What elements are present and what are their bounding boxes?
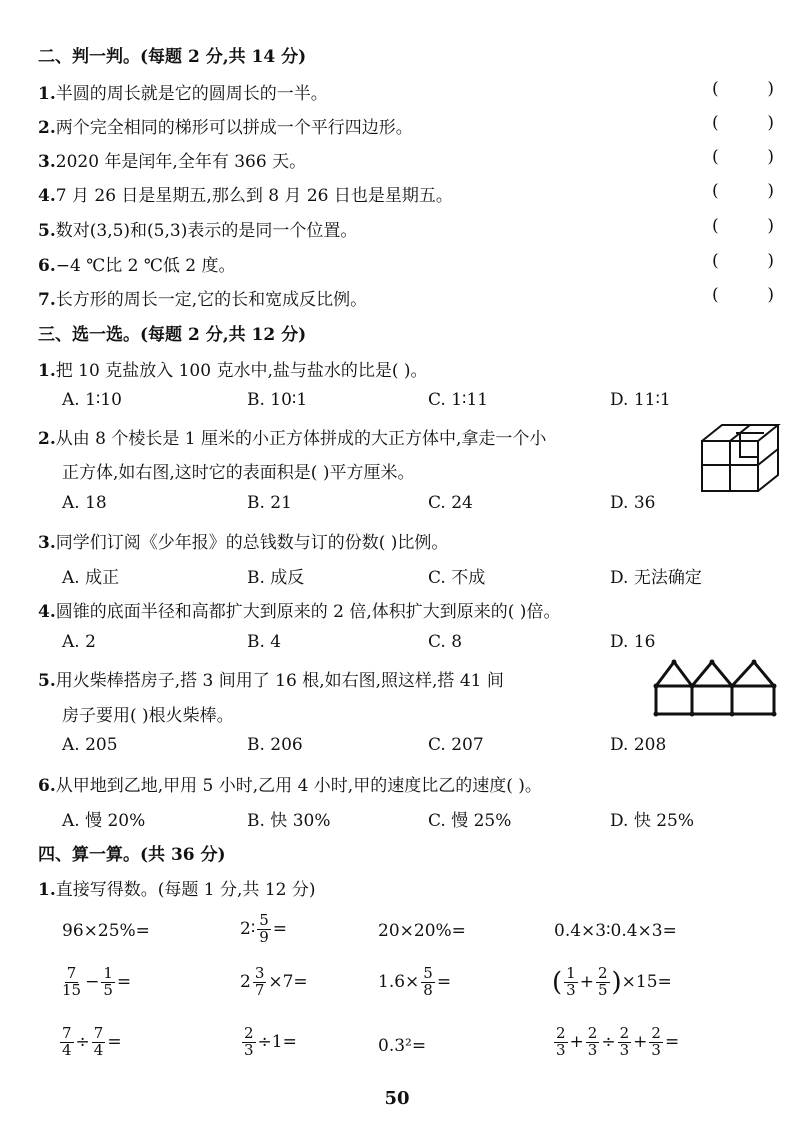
calc-r2-a: $\frac{7}{15}$ − $\frac{1}{5}$ =	[62, 964, 132, 999]
option-b[interactable]: B. 21	[247, 493, 292, 513]
page-number: 50	[384, 1088, 410, 1109]
option-a[interactable]: A. 1∶10	[62, 390, 122, 410]
answer-paren-3[interactable]: ( )	[712, 147, 774, 167]
judge-item-2: 2.两个完全相同的梯形可以拼成一个平行四边形。	[38, 118, 413, 138]
option-c[interactable]: C. 207	[428, 735, 484, 755]
calc-r3-a: $\frac{7}{4}$ ÷ $\frac{7}{4}$ =	[62, 1024, 122, 1059]
option-b[interactable]: B. 10∶1	[247, 390, 308, 410]
option-d[interactable]: D. 11∶1	[610, 390, 671, 410]
judge-item-7: 7.长方形的周长一定,它的长和宽成反比例。	[38, 290, 368, 310]
choose-q5-line1: 5.用火柴棒搭房子,搭 3 间用了 16 根,如右图,照这样,搭 41 间	[38, 671, 504, 691]
judge-item-3: 3.2020 年是闰年,全年有 366 天。	[38, 152, 307, 172]
choose-q6-options	[62, 806, 742, 830]
option-b[interactable]: B. 成反	[247, 568, 305, 588]
choose-q4: 4.圆锥的底面半径和高都扩大到原来的 2 倍,体积扩大到原来的( )倍。	[38, 602, 561, 622]
choose-q2-line2: 正方体,如右图,这时它的表面积是( )平方厘米。	[62, 463, 415, 483]
option-c[interactable]: C. 慢 25%	[428, 811, 512, 831]
answer-paren-1[interactable]: ( )	[712, 79, 774, 99]
judge-item-6: 6.−4 ℃比 2 ℃低 2 度。	[38, 256, 236, 276]
choose-q2-options	[62, 493, 742, 517]
answer-paren-5[interactable]: ( )	[712, 216, 774, 236]
item-text: 半圆的周长就是它的圆周长的一半。	[55, 84, 328, 104]
option-b[interactable]: B. 206	[247, 735, 303, 755]
option-a[interactable]: A. 慢 20%	[62, 811, 146, 831]
option-b[interactable]: B. 快 30%	[247, 811, 331, 831]
calc-sub-1: 1.直接写得数。(每题 1 分,共 12 分)	[38, 880, 316, 900]
answer-paren-6[interactable]: ( )	[712, 251, 774, 271]
section-judge-header: 二、判一判。(每题 2 分,共 14 分)	[38, 47, 307, 67]
choose-q3-options	[62, 563, 742, 587]
calc-r3-c: 0.3²=	[378, 1036, 427, 1056]
option-d[interactable]: D. 208	[610, 735, 667, 755]
option-a[interactable]: A. 18	[62, 493, 107, 513]
choose-q5-options	[62, 735, 742, 759]
calc-r1-c: 20×20%=	[378, 921, 466, 941]
choose-q6: 6.从甲地到乙地,甲用 5 小时,乙用 4 小时,甲的速度比乙的速度( )。	[38, 776, 542, 796]
choose-q1-options	[62, 390, 742, 414]
option-c[interactable]: C. 24	[428, 493, 473, 513]
option-d[interactable]: D. 36	[610, 493, 656, 513]
judge-item-1	[38, 79, 328, 104]
calc-r2-d: ( $\frac{1}{3}$ + $\frac{2}{5}$ )×15=	[552, 964, 672, 999]
option-c[interactable]: C. 1∶11	[428, 390, 489, 410]
option-a[interactable]: A. 205	[62, 735, 118, 755]
calc-r1-d: 0.4×3∶0.4×3=	[554, 921, 677, 941]
option-a[interactable]: A. 成正	[62, 568, 120, 588]
calc-r2-b: 2 $\frac{3}{7}$ ×7=	[240, 964, 308, 999]
matchstick-houses-figure	[650, 656, 784, 720]
option-c[interactable]: C. 不成	[428, 568, 486, 588]
calc-r1-a: 96×25%=	[62, 921, 150, 941]
option-d[interactable]: D. 16	[610, 632, 656, 652]
judge-item-5: 5.数对(3,5)和(5,3)表示的是同一个位置。	[38, 221, 358, 241]
section-calc-header: 四、算一算。(共 36 分)	[38, 845, 226, 865]
option-a[interactable]: A. 2	[62, 632, 96, 652]
calc-r3-b: $\frac{2}{3}$ ÷1=	[244, 1024, 297, 1059]
choose-q4-options	[62, 632, 742, 656]
item-number: 1.	[38, 84, 56, 104]
section-choose-header: 三、选一选。(每题 2 分,共 12 分)	[38, 325, 307, 345]
choose-q3: 3.同学们订阅《少年报》的总钱数与订的份数( )比例。	[38, 533, 449, 553]
calc-r2-c: 1.6× $\frac{5}{8}$ =	[378, 964, 452, 999]
answer-paren-2[interactable]: ( )	[712, 113, 774, 133]
option-c[interactable]: C. 8	[428, 632, 463, 652]
choose-q1: 1.把 10 克盐放入 100 克水中,盐与盐水的比是( )。	[38, 361, 428, 381]
judge-item-4: 4.7 月 26 日是星期五,那么到 8 月 26 日也是星期五。	[38, 186, 453, 206]
calc-r3-d: $\frac{2}{3}$ + $\frac{2}{3}$ ÷ $\frac{2}{3}$ + $\frac{2}{3}$ =	[556, 1024, 680, 1059]
option-d[interactable]: D. 快 25%	[610, 811, 695, 831]
cube-figure	[700, 423, 784, 495]
choose-q5-line2: 房子要用( )根火柴棒。	[62, 706, 234, 726]
answer-paren-7[interactable]: ( )	[712, 285, 774, 305]
option-d[interactable]: D. 无法确定	[610, 568, 702, 588]
option-b[interactable]: B. 4	[247, 632, 282, 652]
choose-q2-line1: 2.从由 8 个棱长是 1 厘米的小正方体拼成的大正方体中,拿走一个小	[38, 429, 547, 449]
answer-paren-4[interactable]: ( )	[712, 181, 774, 201]
calc-r1-b: 2∶ $\frac{5}{9}$ =	[240, 911, 288, 946]
